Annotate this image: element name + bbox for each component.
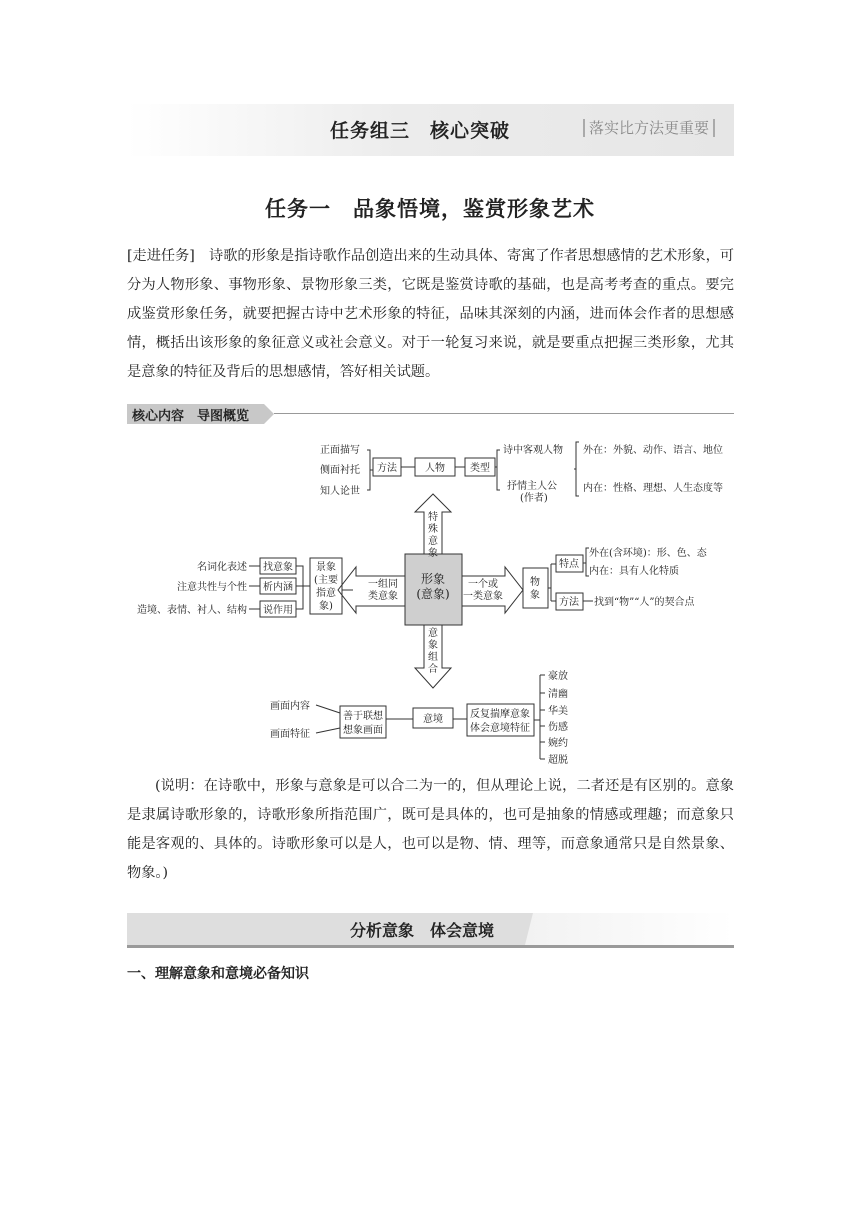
style-5: 婉约 <box>548 738 568 749</box>
types-bracket <box>495 450 500 490</box>
section-label: 核心内容 导图概览 <box>132 409 250 424</box>
section-divider <box>274 413 734 414</box>
center-label-1: 形象 <box>420 572 446 586</box>
assoc-label-1: 善于联想 <box>343 711 383 722</box>
input-content: 画面内容 <box>270 701 310 712</box>
scene-label-3: 指意 <box>316 588 336 599</box>
style-6: 超脱 <box>548 755 568 766</box>
left-arrow-label-2: 类意象 <box>368 591 398 602</box>
right-arrow-label-2: 一类意象 <box>463 591 503 602</box>
intro-label: [走进任务] <box>127 248 195 264</box>
bottom-arrow-label-2: 象 <box>428 640 438 651</box>
intro-paragraph <box>127 242 734 387</box>
style-2: 清幽 <box>548 689 568 700</box>
type-author: (作者) <box>520 493 548 504</box>
top-arrow-label-1: 特 <box>428 512 438 523</box>
type-box-label: 类型 <box>470 463 490 474</box>
type-objective: 诗中客观人物 <box>503 445 563 456</box>
right-arrow-label-1: 一个或 <box>468 579 498 590</box>
right-arrow <box>462 567 523 613</box>
savor-label-1: 反复揣摩意象 <box>470 709 530 720</box>
section-banner-strip <box>127 945 734 948</box>
object-image-box <box>523 568 548 608</box>
object-label-1: 物 <box>530 577 540 588</box>
feature-inner: 内在：具有人化特质 <box>589 566 679 577</box>
top-arrow-label-2: 殊 <box>428 524 438 535</box>
trait-inner: 内在：性格、理想、人生态度等 <box>583 483 723 494</box>
traits-bracket <box>574 442 579 496</box>
method-box-label: 方法 <box>377 463 397 474</box>
styles-bracket <box>534 675 545 759</box>
header-title: 任务组三 核心突破 <box>330 120 511 142</box>
bottom-arrow-label-4: 合 <box>428 664 438 675</box>
object-label-2: 象 <box>530 590 540 601</box>
scene-label-4: 象) <box>319 601 333 612</box>
right-method-text: 找到“物”“人”的契合点 <box>594 597 695 608</box>
feature-outer: 外在(含环境)：形、色、态 <box>589 548 707 559</box>
method-3: 知人论世 <box>320 486 360 497</box>
mind-map-diagram <box>127 428 734 768</box>
step-desc-2: 注意共性与个性 <box>177 582 247 593</box>
section-label-arrow <box>264 404 274 424</box>
bottom-arrow-label-1: 意 <box>428 628 438 639</box>
method-2: 侧面衬托 <box>320 465 360 476</box>
feature-box-label: 特点 <box>559 559 579 570</box>
method-1: 正面描写 <box>320 445 360 456</box>
intro-text: 诗歌的形象是指诗歌作品创造出来的生动具体、寄寓了作者思想感情的艺术形象，可分为人物形象、事物形象、景物形象三类，它既是鉴赏诗歌的基础，也是高考考查的重点。要完成鉴赏形象任务，就要把握古诗中艺术形象的特征，品味其深刻的内涵，进而体会作者的思想感情，概括出该形象的象征意义或社会意义。对于一轮复习来说，就是要重点把握三类形象，尤其是意象的特征及背后的思想感情，答好相关试题。 <box>127 248 734 380</box>
step-box-2: 析内涵 <box>263 582 293 593</box>
style-1: 豪放 <box>548 671 568 682</box>
assoc-label-2: 想象画面 <box>343 725 383 736</box>
section-banner-title: 分析意象 体会意境 <box>350 921 495 940</box>
section-banner-fade <box>525 913 734 945</box>
task-title: 任务一 品象悟境，鉴赏形象艺术 <box>265 197 595 221</box>
note-paragraph: (说明：在诗歌中，形象与意象是可以合二为一的，但从理论上说，二者还是有区别的。意象是隶属诗歌形象的，诗歌形象所指范围广，既可是具体的，也可是抽象的情感或理趣；而意象只能是客观的、具体的。诗歌形象可以是人，也可以是物、情、理等，而意象通常只是自然景象、物象。) <box>127 778 734 881</box>
top-arrow-label-3: 意 <box>428 536 438 547</box>
subheading: 一、理解意象和意境必备知识 <box>127 966 309 982</box>
type-lyric-subject: 抒情主人公 <box>507 481 557 492</box>
step-box-3: 说作用 <box>263 605 293 616</box>
step-box-1: 找意象 <box>263 562 293 573</box>
left-arrow-label-1: 一组同 <box>368 579 398 590</box>
header-motto: 落实比方法更重要 <box>583 119 715 137</box>
style-3: 华美 <box>548 706 568 717</box>
bottom-arrow-label-3: 组 <box>428 652 438 663</box>
method-box-right-label: 方法 <box>559 597 579 608</box>
methods-bracket <box>367 450 373 490</box>
savor-label-2: 体会意境特征 <box>470 723 530 734</box>
scene-label-2: (主要 <box>314 575 338 586</box>
top-arrow-label-4: 象 <box>428 548 438 559</box>
realm-label: 意境 <box>423 714 443 725</box>
person-box-label: 人物 <box>425 463 445 474</box>
step-desc-1: 名词化表述 <box>197 562 247 573</box>
step-desc-3: 造境、表情、衬人、结构 <box>137 605 247 616</box>
scene-label-1: 景象 <box>316 562 336 573</box>
center-label-2: (意象) <box>416 587 450 601</box>
input-feature: 画面特征 <box>270 729 310 740</box>
trait-outer: 外在：外貌、动作、语言、地位 <box>583 445 723 456</box>
style-4: 伤感 <box>548 722 568 733</box>
